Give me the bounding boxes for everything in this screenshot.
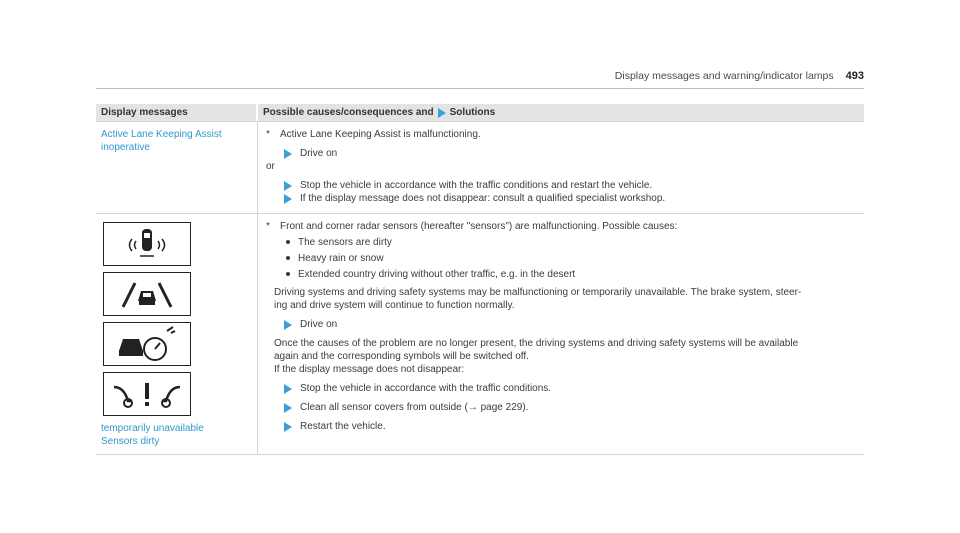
play-arrow-icon [284, 320, 292, 330]
paragraph-line: again and the corresponding symbols will be switched off. [274, 351, 529, 362]
message-cell [96, 122, 258, 213]
bullet-icon [286, 240, 290, 244]
display-message-line1: Active Lane Keeping Assist [101, 129, 222, 140]
step-text: If the display message does not disappear: consult a qualified specialist workshop. [300, 193, 666, 204]
display-message-line1: temporarily unavailable [101, 423, 204, 434]
cause-text: Active Lane Keeping Assist is malfunctioning. [280, 129, 481, 140]
column-header-causes [258, 104, 864, 121]
step-item [266, 382, 856, 395]
list-item [266, 268, 856, 281]
display-message-line2: Sensors dirty [101, 436, 160, 447]
cause-line [266, 220, 856, 233]
list-item [266, 252, 856, 265]
list-item [266, 236, 856, 249]
table-header [96, 104, 864, 121]
car-lane-icon [103, 272, 191, 316]
bullet-text: The sensors are dirty [298, 237, 392, 248]
car-speedometer-icon [103, 322, 191, 366]
display-message-line2: inoperative [101, 142, 150, 153]
step-item [266, 318, 856, 331]
paragraph [266, 337, 856, 376]
step-item [266, 420, 856, 433]
paragraph [266, 286, 856, 312]
bullet-icon [286, 256, 290, 260]
bullet-text: Extended country driving without other traffic, e.g. in the desert [298, 269, 576, 280]
step-item [266, 147, 856, 160]
paragraph-line: If the display message does not disappear: [274, 364, 465, 375]
header-rule [96, 88, 864, 89]
footnote-star-icon: * [266, 221, 270, 232]
paragraph-line: Driving systems and driving safety systems may be malfunctioning or temporarily unavailable. The brake system, steer- [274, 287, 802, 298]
cause-line [266, 128, 856, 141]
bullet-icon [286, 272, 290, 276]
column-header-solutions-label: Solutions [449, 107, 496, 118]
step-item [266, 401, 856, 414]
paragraph-line: Once the causes of the problem are no longer present, the driving systems and driving safety systems will be available [274, 338, 799, 349]
step-item [266, 192, 856, 205]
cause-cell [258, 122, 864, 213]
step-text: Drive on [300, 319, 338, 330]
running-header [615, 70, 864, 82]
play-arrow-icon [284, 403, 292, 413]
page-number: 493 [845, 70, 864, 82]
paragraph-line: ing and drive system will continue to function normally. [274, 300, 515, 311]
column-header-causes-label: Possible causes/consequences and [263, 107, 434, 118]
table-row [96, 121, 864, 213]
cause-text: Front and corner radar sensors (hereafter "sensors") are malfunctioning. Possible causes: [280, 221, 678, 232]
play-arrow-icon [438, 108, 446, 118]
step-item [266, 179, 856, 192]
car-warning-icon [103, 372, 191, 416]
section-title: Display messages and warning/indicator lamps [614, 70, 834, 82]
step-text: Stop the vehicle in accordance with the traffic conditions. [300, 383, 552, 394]
cause-cell [258, 214, 864, 454]
play-arrow-icon [284, 149, 292, 159]
message-cell [96, 214, 258, 454]
column-header-messages: Display messages [96, 104, 258, 121]
messages-table [96, 104, 864, 455]
bullet-text: Heavy rain or snow [298, 253, 384, 264]
car-radar-icon [103, 222, 191, 266]
step-text: Restart the vehicle. [300, 421, 386, 432]
step-text: Drive on [300, 148, 338, 159]
step-text: Clean all sensor covers from outside (→ page 229). [300, 402, 529, 413]
play-arrow-icon [284, 422, 292, 432]
play-arrow-icon [284, 384, 292, 394]
step-text: Stop the vehicle in accordance with the traffic conditions and restart the vehicle. [300, 180, 653, 191]
play-arrow-icon [284, 181, 292, 191]
table-row [96, 213, 864, 454]
or-text: or [266, 161, 275, 172]
play-arrow-icon [284, 194, 292, 204]
footnote-star-icon: * [266, 129, 270, 140]
